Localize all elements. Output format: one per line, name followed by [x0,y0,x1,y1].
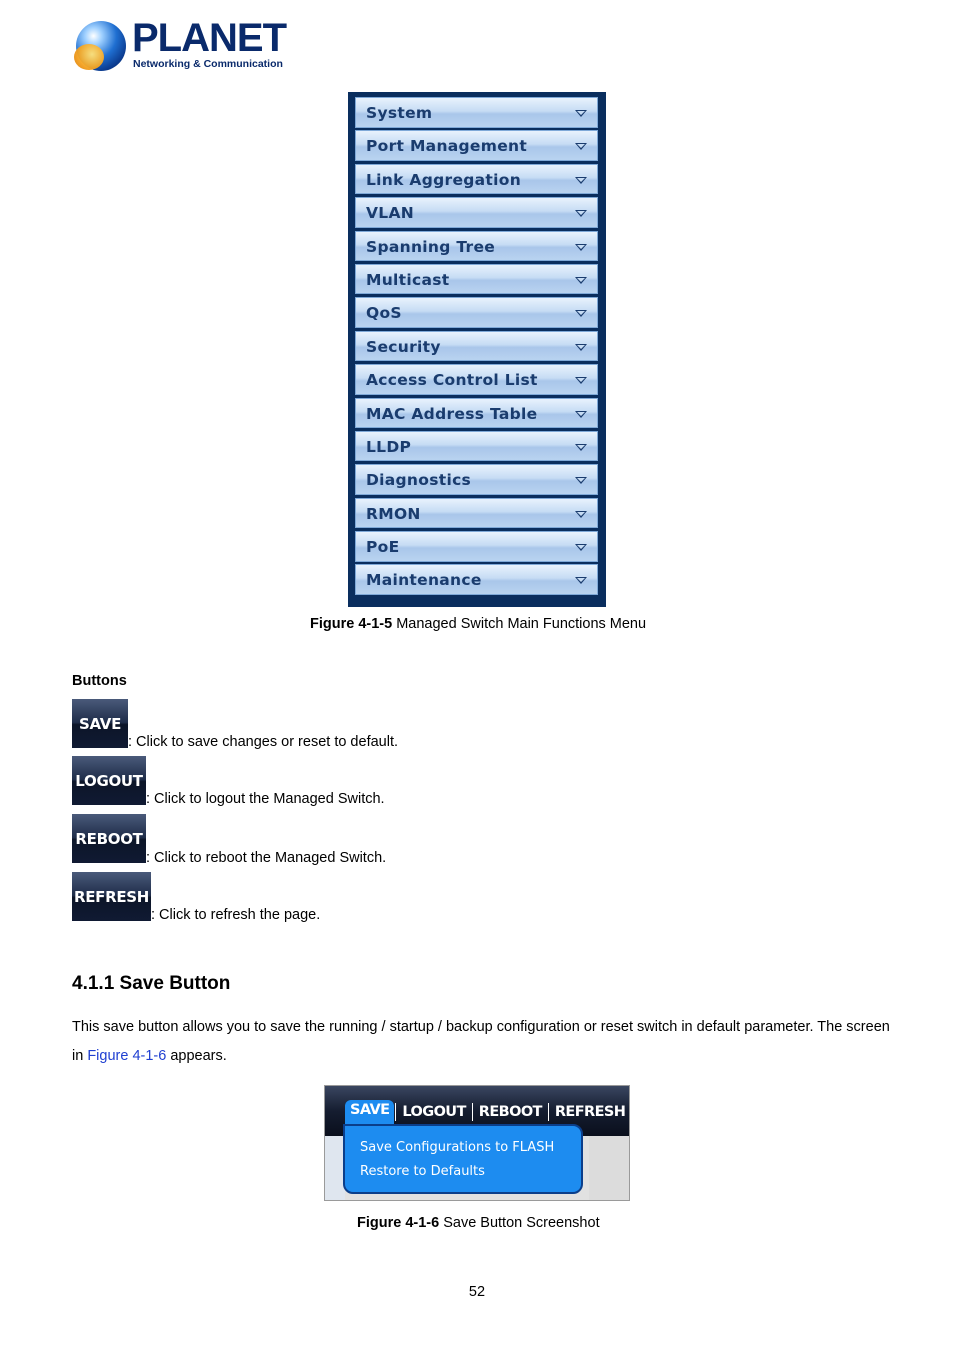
buttons-heading: Buttons [72,673,127,689]
menu-item-rmon[interactable] [355,498,598,529]
menu-item-label: PoE [366,538,400,557]
refresh-button[interactable]: REFRESH [72,872,151,921]
chevron-down-icon [575,143,587,150]
tab-save[interactable]: SAVE [345,1100,394,1124]
option-save-configurations[interactable]: Save Configurations to FLASH [360,1140,555,1155]
save-button-screenshot [324,1085,630,1201]
chevron-down-icon [575,310,587,317]
menu-item-label: LLDP [366,437,412,456]
menu-item-label: MAC Address Table [366,404,538,423]
section-paragraph-line1: This save button allows you to save the running / startup / backup configuration or reset switch in default parameter. The screen [72,1019,890,1035]
menu-item-system[interactable] [355,97,598,128]
left-panel [325,1136,345,1200]
tab-refresh[interactable]: REFRESH [554,1104,626,1120]
menu-item-label: Security [366,337,441,356]
menu-item-label: QoS [366,304,402,323]
option-restore-defaults[interactable]: Restore to Defaults [360,1164,485,1179]
menu-item-vlan[interactable] [355,197,598,228]
menu-item-spanning-tree[interactable] [355,231,598,262]
menu-item-label: RMON [366,504,421,523]
swoosh-icon [74,44,104,70]
chevron-down-icon [575,477,587,484]
save-button-description: : Click to save changes or reset to default. [128,734,398,750]
tab-logout[interactable]: LOGOUT [402,1104,466,1120]
para-text: appears. [166,1048,227,1064]
logo-name: PLANET [132,16,286,60]
menu-item-mac-address-table[interactable] [355,398,598,429]
logout-button[interactable]: LOGOUT [72,756,146,805]
menu-item-multicast[interactable] [355,264,598,295]
menu-item-label: Maintenance [366,571,482,590]
menu-item-label: Multicast [366,270,450,289]
menu-item-label: Access Control List [366,371,538,390]
chevron-down-icon [575,177,587,184]
section-title: 4.1.1 Save Button [72,973,231,994]
menu-item-label: Diagnostics [366,471,472,490]
figure-text: Managed Switch Main Functions Menu [392,616,647,632]
figure-caption-4-1-5 [310,616,646,632]
chevron-down-icon [575,377,587,384]
chevron-down-icon [575,444,587,451]
toolbar-tabs [345,1100,630,1124]
chevron-down-icon [575,277,587,284]
chevron-down-icon [575,110,587,117]
menu-item-poe[interactable] [355,531,598,562]
menu-item-maintenance[interactable] [355,564,598,595]
separator [395,1103,396,1121]
chevron-down-icon [575,344,587,351]
main-functions-menu [348,92,606,607]
separator [472,1103,473,1121]
chevron-down-icon [575,511,587,518]
tab-reboot[interactable]: REBOOT [478,1104,542,1120]
right-panel [589,1136,629,1200]
menu-item-label: System [366,104,433,122]
menu-item-lldp[interactable] [355,431,598,462]
menu-item-label: Port Management [366,137,528,156]
chevron-down-icon [575,411,587,418]
figure-number: Figure 4-1-5 [310,616,393,632]
logout-button-description: : Click to logout the Managed Switch. [146,791,385,807]
figure-caption-4-1-6 [357,1215,600,1231]
page-number: 52 [468,1284,486,1300]
logo-tagline: Networking & Communication [133,58,283,70]
planet-logo [76,16,286,74]
menu-item-port-management[interactable] [355,130,598,161]
refresh-button-description: : Click to refresh the page. [151,907,321,923]
save-button[interactable]: SAVE [72,699,128,748]
reboot-button-description: : Click to reboot the Managed Switch. [146,850,387,866]
menu-item-security[interactable] [355,331,598,362]
figure-text: Save Button Screenshot [439,1215,600,1231]
para-text: in [72,1048,88,1064]
menu-item-link-aggregation[interactable] [355,164,598,195]
menu-item-label: VLAN [366,204,415,223]
chevron-down-icon [575,577,587,584]
menu-item-label: Link Aggregation [366,170,522,189]
menu-item-diagnostics[interactable] [355,464,598,495]
separator [548,1103,549,1121]
menu-item-qos[interactable] [355,297,598,328]
chevron-down-icon [575,544,587,551]
reboot-button[interactable]: REBOOT [72,814,146,863]
figure-link[interactable]: Figure 4-1-6 [87,1048,167,1064]
figure-number: Figure 4-1-6 [357,1215,440,1231]
section-paragraph-line2 [72,1048,227,1064]
menu-item-label: Spanning Tree [366,237,496,256]
save-dropdown [343,1124,583,1194]
chevron-down-icon [575,210,587,217]
menu-item-access-control-list[interactable] [355,364,598,395]
chevron-down-icon [575,244,587,251]
